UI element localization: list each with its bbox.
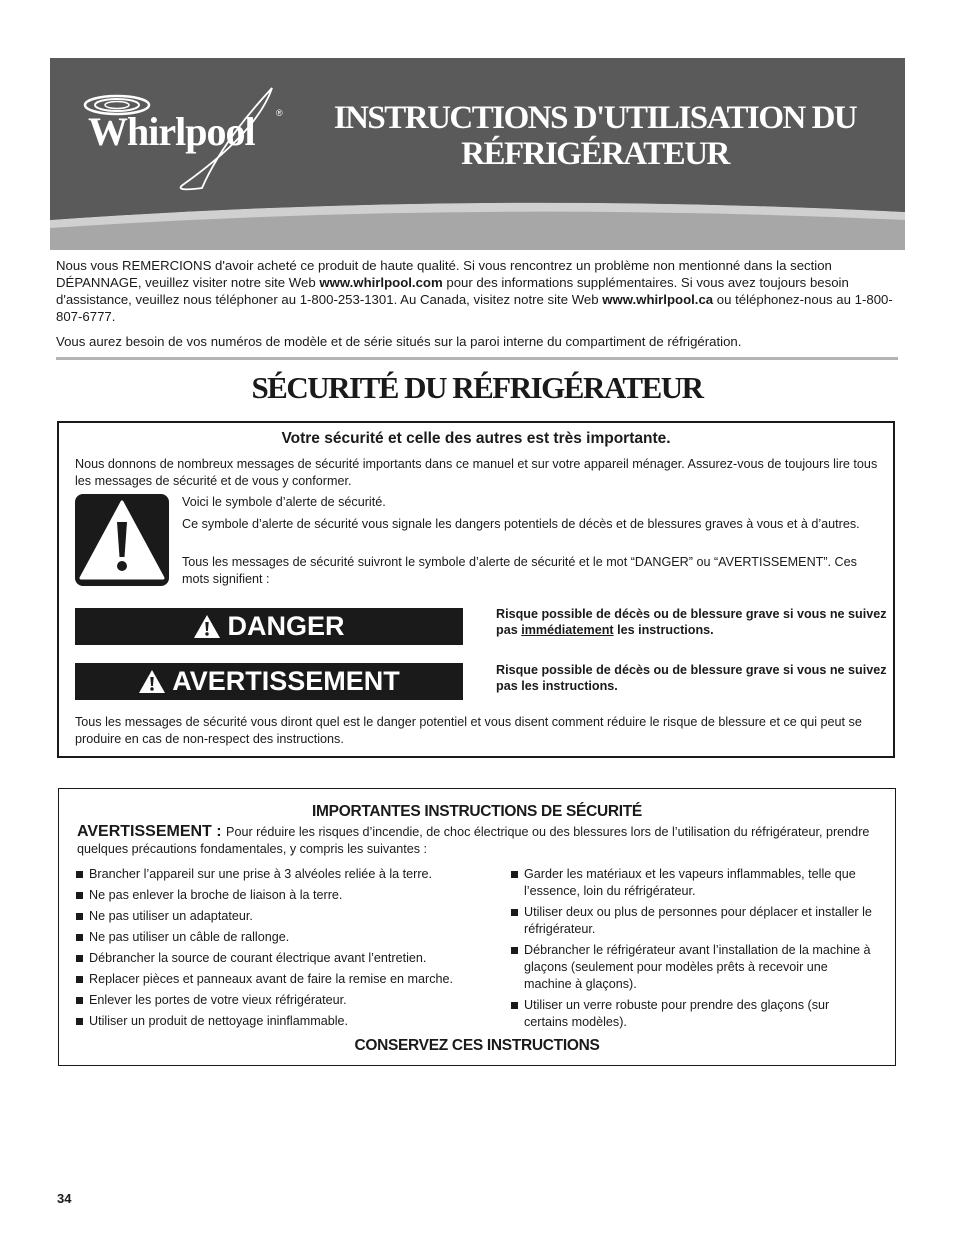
safety-alert-icon: [75, 494, 169, 586]
danger-desc-emphasis: immédiatement: [521, 623, 614, 637]
list-item: Brancher l’appareil sur une prise à 3 alvéoles reliée à la terre.: [76, 866, 506, 883]
warning-signal-bar: [75, 663, 463, 700]
list-item: Débrancher la source de courant électrique avant l’entretien.: [76, 950, 506, 967]
document-title-line1: INSTRUCTIONS D'UTILISATION DU: [333, 100, 857, 136]
list-item: Ne pas utiliser un câble de rallonge.: [76, 929, 506, 946]
instructions-warning-text: Pour réduire les risques d’incendie, de choc électrique ou des blessures lors de l’utilisation du réfrigérateur, prendre quelques précautions fondamentales, y compris les suivantes :: [77, 825, 870, 856]
list-item: Utiliser un produit de nettoyage ininflammable.: [76, 1013, 506, 1030]
safety-paragraph-4: Tous les messages de sécurité suivront le symbole d’alerte de sécurité et le mot “DANGER” ou “AVERTISSEMENT”. Ces mots signifient :: [182, 555, 857, 586]
warning-triangle-icon: [138, 669, 166, 694]
safety-paragraph-3: Ce symbole d’alerte de sécurité vous signale les dangers potentiels de décès et de blessures graves à vous et à d’autres.: [182, 517, 860, 531]
instructions-list-left: [76, 866, 506, 1034]
page-number: 34: [57, 1191, 72, 1206]
intro-text-c: ou téléphonez-nous au 1-800-807-6777.: [56, 292, 893, 324]
warning-description: Risque possible de décès ou de blessure grave si vous ne suivez pas les instructions.: [496, 663, 887, 693]
list-item: Ne pas enlever la broche de liaison à la terre.: [76, 887, 506, 904]
list-item: Enlever les portes de votre vieux réfrigérateur.: [76, 992, 506, 1009]
document-title: [330, 100, 860, 172]
danger-description: [496, 606, 888, 638]
danger-desc-a: Risque possible de décès ou de blessure grave si vous ne suivez pas: [496, 607, 887, 637]
document-title-line2: RÉFRIGÉRATEUR: [461, 136, 729, 172]
list-item: Replacer pièces et panneaux avant de faire la remise en marche.: [76, 971, 506, 988]
list-item: Débrancher le réfrigérateur avant l’installation de la machine à glaçons (seulement pour modèles prêts à recevoir une machine à glaçons).: [511, 942, 873, 993]
warning-label: AVERTISSEMENT: [172, 666, 400, 696]
warning-triangle-icon: [193, 614, 221, 639]
instructions-warning: [77, 823, 877, 858]
website-link-com[interactable]: www.whirlpool.com: [319, 275, 443, 290]
danger-signal-bar: [75, 608, 463, 645]
danger-desc-b: les instructions.: [613, 623, 714, 637]
registered-mark: ®: [276, 108, 283, 118]
intro-paragraph-1: [56, 257, 901, 325]
section-title: SÉCURITÉ DU RÉFRIGÉRATEUR: [251, 370, 703, 405]
instructions-footer: CONSERVEZ CES INSTRUCTIONS: [354, 1037, 600, 1054]
danger-label: DANGER: [227, 611, 345, 641]
section-divider: [56, 357, 898, 360]
instructions-warning-lead: AVERTISSEMENT :: [77, 823, 227, 840]
safety-heading: Votre sécurité et celle des autres est très importante.: [281, 430, 671, 447]
header-swoosh: [50, 190, 905, 250]
intro-text: [56, 257, 901, 358]
intro-paragraph-2: Vous aurez besoin de vos numéros de modèle et de série situés sur la paroi interne du compartiment de réfrigération.: [56, 334, 742, 349]
list-item: Ne pas utiliser un adaptateur.: [76, 908, 506, 925]
instructions-heading: IMPORTANTES INSTRUCTIONS DE SÉCURITÉ: [312, 803, 642, 820]
brand-name: Whirlpool: [88, 109, 255, 154]
list-item: Utiliser deux ou plus de personnes pour déplacer et installer le réfrigérateur.: [511, 904, 873, 938]
safety-paragraph-1: Nous donnons de nombreux messages de sécurité importants dans ce manuel et sur votre appareil ménager. Assurez-vous de toujours lire tous les messages de sécurité et de vous y conformer.: [75, 457, 878, 488]
website-link-ca[interactable]: www.whirlpool.ca: [602, 292, 714, 307]
safety-paragraph-5: Tous les messages de sécurité vous diront quel est le danger potentiel et vous disent comment réduire le risque de blessure et ce qui peut se produire en cas de non-respect des instructions.: [75, 715, 862, 746]
instructions-list-right: [511, 866, 873, 1035]
safety-paragraph-2: Voici le symbole d’alerte de sécurité.: [182, 495, 386, 509]
list-item: Garder les matériaux et les vapeurs inflammables, telle que l’essence, loin du réfrigérateur.: [511, 866, 873, 900]
intro-text-b: pour des informations supplémentaires. Si vous avez toujours besoin d'assistance, veuillez nous téléphoner au 1-800-253-1301. Au Canada, visitez notre site Web: [56, 275, 849, 307]
intro-text-a: Nous vous REMERCIONS d'avoir acheté ce produit de haute qualité. Si vous rencontrez un problème non mentionné dans la section DÉPANNAGE, veuillez visiter notre site Web: [56, 258, 832, 290]
list-item: Utiliser un verre robuste pour prendre des glaçons (sur certains modèles).: [511, 997, 873, 1031]
